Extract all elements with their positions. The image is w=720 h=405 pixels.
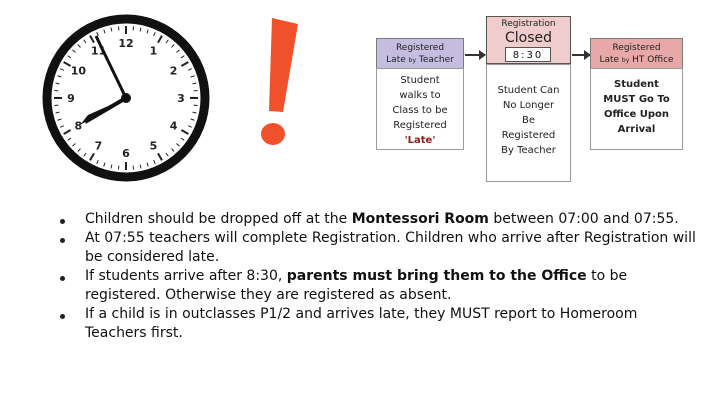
registration-closed-status: Closed <box>504 30 553 46</box>
list-item: At 07:55 teachers will complete Registration. Children who arrive after Registration will be considered late. <box>58 229 698 267</box>
late-by-teacher-subtitle: Late by Teacher <box>386 54 454 65</box>
arrow-right <box>572 54 590 56</box>
clock-numeral: 12 <box>118 37 134 50</box>
clock-numeral: 8 <box>74 119 83 133</box>
clock-numeral: 5 <box>149 139 158 153</box>
arrow-right <box>465 54 485 56</box>
registration-closed-box <box>486 64 571 182</box>
late-by-teacher-text: Student walks to Class to be Registered 'Late' <box>377 73 463 148</box>
clock-numeral: 6 <box>122 147 130 160</box>
late-label: 'Late' <box>404 135 436 146</box>
closing-time: 8:30 <box>505 47 551 62</box>
registration-closed-title: Registration <box>501 19 556 29</box>
registration-rules-list <box>58 210 698 343</box>
list-item: If a child is in outclasses P1/2 and arrives late, they MUST report to Homeroom Teachers first. <box>58 305 698 343</box>
clock-numeral: 9 <box>67 92 75 105</box>
late-by-teacher-header <box>376 38 464 70</box>
late-by-teacher-box <box>376 68 464 150</box>
clock-numeral: 2 <box>169 64 178 78</box>
clock-numeral: 10 <box>70 64 87 78</box>
late-by-ht-office-subtitle: Late by HT Office <box>599 54 674 65</box>
clock-center <box>121 93 131 103</box>
list-item: If students arrive after 8:30, parents must bring them to the Office to be registered. Otherwise they are registered as absent. <box>58 267 698 305</box>
clock-numeral: 3 <box>177 92 185 105</box>
late-by-ht-office-text: Student MUST Go To Office Upon Arrival <box>603 79 670 135</box>
list-item: Children should be dropped off at the Montessori Room between 07:00 and 07:55. <box>58 210 698 229</box>
exclamation-icon <box>252 16 302 151</box>
clock-numeral: 7 <box>94 139 103 153</box>
late-by-ht-office-title: Registered <box>612 42 661 53</box>
registration-closed-text: Student Can No Longer Be Registered By Teacher <box>497 85 560 156</box>
late-by-teacher-title: Registered <box>395 42 445 53</box>
clock-illustration <box>40 12 215 192</box>
late-by-ht-office-header <box>590 38 683 70</box>
late-by-ht-office-box <box>590 68 683 150</box>
clock-numeral: 11 <box>90 44 107 58</box>
clock-numeral: 1 <box>149 44 158 58</box>
clock-numeral: 4 <box>169 119 178 133</box>
